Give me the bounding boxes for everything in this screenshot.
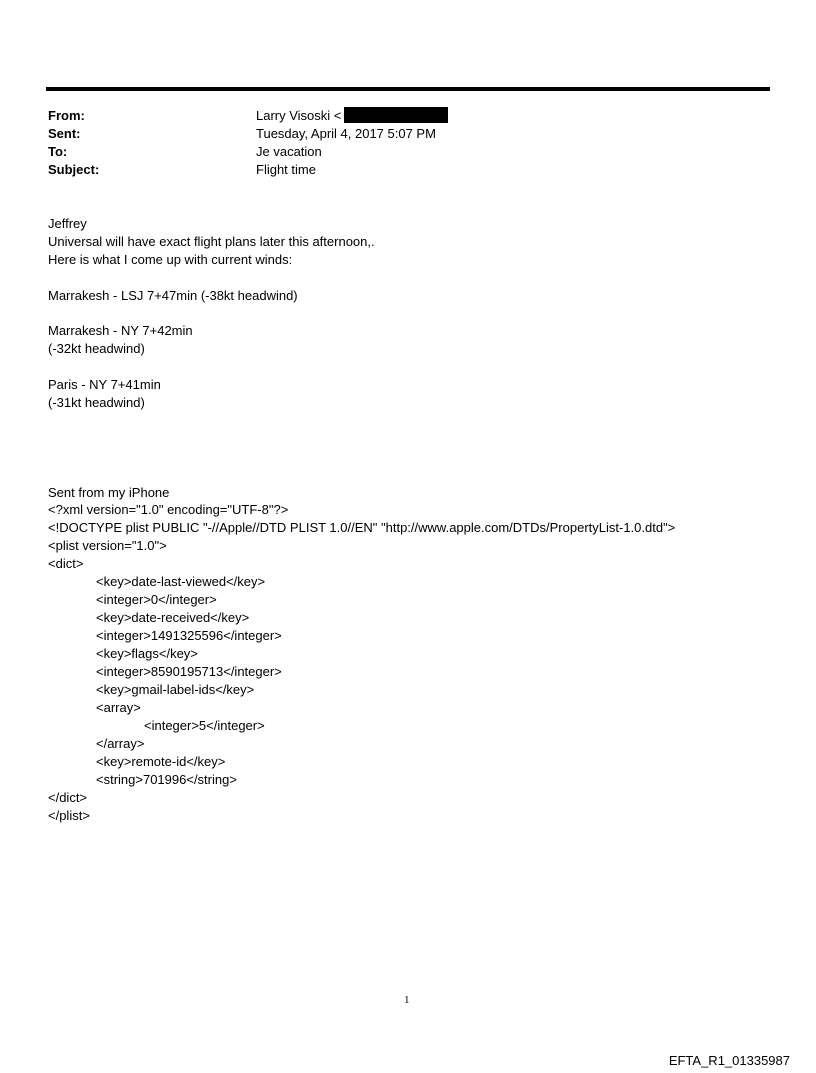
redaction-box — [344, 107, 448, 123]
plist-line: <integer>5</integer> — [144, 718, 265, 733]
route-wind: (-32kt headwind) — [48, 341, 145, 356]
subject-label: Subject: — [48, 162, 100, 177]
route-line: Paris - NY 7+41min — [48, 377, 161, 392]
greeting: Jeffrey — [48, 216, 87, 231]
plist-line: <dict> — [48, 556, 84, 571]
header-rule — [46, 87, 770, 91]
plist-line: <string>701996</string> — [96, 772, 237, 787]
plist-line: <?xml version="1.0" encoding="UTF-8"?> — [48, 502, 289, 517]
plist-line: <plist version="1.0"> — [48, 538, 167, 553]
plist-line: <!DOCTYPE plist PUBLIC "-//Apple//DTD PLIST 1.0//EN" "http://www.apple.com/DTDs/PropertyList-1.0.dtd"> — [48, 520, 676, 535]
body-line: Here is what I come up with current winds: — [48, 252, 293, 267]
plist-line: <array> — [96, 700, 141, 715]
plist-line: <key>flags</key> — [96, 646, 198, 661]
sent-value: Tuesday, April 4, 2017 5:07 PM — [256, 126, 436, 141]
from-value — [256, 107, 448, 125]
route-wind: (-31kt headwind) — [48, 395, 145, 410]
plist-line: <integer>0</integer> — [96, 592, 217, 607]
to-label: To: — [48, 144, 68, 159]
plist-line: </dict> — [48, 790, 88, 805]
plist-line: <integer>1491325596</integer> — [96, 628, 282, 643]
plist-line: <integer>8590195713</integer> — [96, 664, 282, 679]
plist-line: </array> — [96, 736, 145, 751]
signature: Sent from my iPhone — [48, 485, 170, 500]
plist-line: <key>date-last-viewed</key> — [96, 574, 266, 589]
plist-line: <key>date-received</key> — [96, 610, 250, 625]
from-name: Larry Visoski < — [256, 108, 342, 123]
plist-line: </plist> — [48, 808, 90, 823]
document-id: EFTA_R1_01335987 — [668, 1053, 790, 1068]
route-line: Marrakesh - LSJ 7+47min (-38kt headwind) — [48, 288, 298, 303]
page-number: 1 — [404, 994, 410, 1006]
sent-label: Sent: — [48, 126, 81, 141]
plist-line: <key>remote-id</key> — [96, 754, 226, 769]
route-line: Marrakesh - NY 7+42min — [48, 323, 193, 338]
to-value: Je vacation — [256, 144, 322, 159]
plist-line: <key>gmail-label-ids</key> — [96, 682, 255, 697]
subject-value: Flight time — [256, 162, 316, 177]
body-line: Universal will have exact flight plans later this afternoon,. — [48, 234, 375, 249]
from-label: From: — [48, 108, 85, 123]
